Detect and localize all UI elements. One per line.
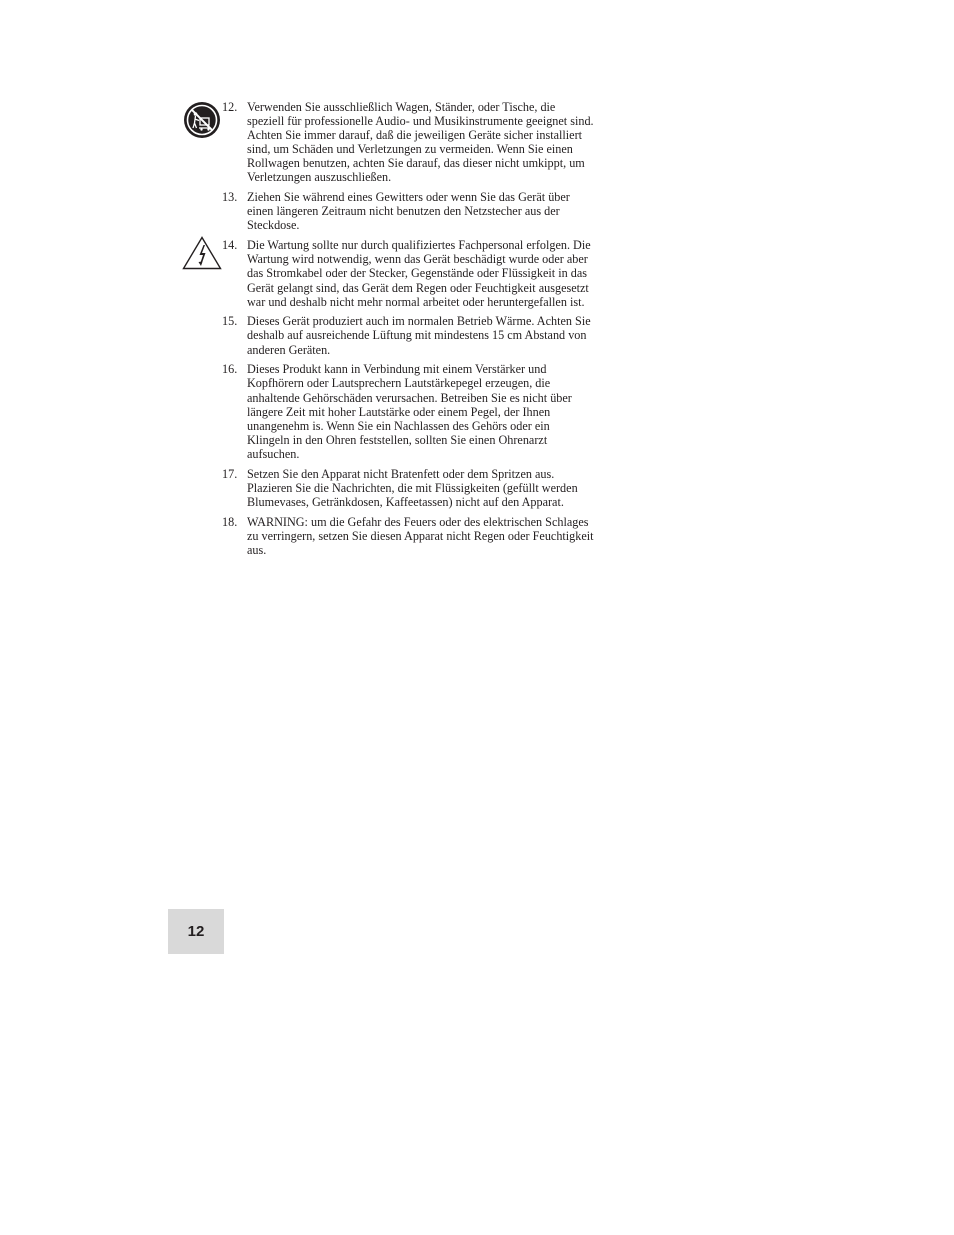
item-number: 16. xyxy=(222,362,238,377)
item-number: 13. xyxy=(222,190,238,205)
electric-shock-warning-icon xyxy=(182,236,222,270)
item-text: Ziehen Sie während eines Gewitters oder wenn Sie das Gerät über einen längeren Zeitraum nicht benutzen den Netzstecher aus der Steckdose. xyxy=(247,190,570,233)
list-item xyxy=(222,362,594,461)
item-number: 17. xyxy=(222,466,238,481)
list-item xyxy=(222,314,594,356)
item-text: Dieses Produkt kann in Verbindung mit einem Verstärker und Kopfhörern oder Lautsprechern Lautstärkepegel erzeugen, die anhaltende Gehörschäden verursachen. Betreiben Sie es nicht über längere Zeit mit hoher Lautstärke oder einem Pegel, der Ihnen unangenehm is. Wenn Sie ein Nachlassen des Gehörs oder ein Klingeln in den Ohren feststellen, sollten Sie einen Ohrenarzt aufsuchen. xyxy=(247,362,572,461)
cart-tip-over-warning-icon xyxy=(183,101,221,139)
page-number-tab xyxy=(168,909,224,954)
item-number: 14. xyxy=(222,238,238,253)
list-item xyxy=(222,515,594,557)
page-number: 12 xyxy=(187,923,205,940)
item-text: Setzen Sie den Apparat nicht Bratenfett oder dem Spritzen aus. Plazieren Sie die Nachrichten, die mit Flüssigkeiten (gefüllt werden Blumevases, Getränkdosen, Kaffeetassen) nicht auf den Apparat. xyxy=(247,466,578,509)
safety-instructions-list xyxy=(222,100,594,563)
item-text: Verwenden Sie ausschließlich Wagen, Ständer, oder Tische, die speziell für professionelle Audio- und Musikinstrumente geeignet sind. Achten Sie immer darauf, daß die jeweiligen Geräte sicher installiert sind, um Schäden und Verletzungen zu vermeiden. Wenn Sie einen Rollwagen benutzen, achten Sie darauf, das dieser nicht umkippt, um Verletzungen auszuschließen. xyxy=(247,100,594,185)
list-item xyxy=(222,100,594,185)
list-item xyxy=(222,190,594,232)
list-item xyxy=(222,467,594,509)
item-number: 12. xyxy=(222,100,238,114)
item-text: Die Wartung sollte nur durch qualifiziertes Fachpersonal erfolgen. Die Wartung wird notwendig, wenn das Gerät beschädigt wurde oder aber das Stromkabel oder der Stecker, Gegenstände oder Flüssigkeit in das Gerät gelangt sind, das Gerät dem Regen oder Feuchtigkeit ausgesetzt war und deshalb nicht mehr normal arbeitet oder heruntergefallen ist. xyxy=(247,238,591,309)
item-number: 15. xyxy=(222,314,238,329)
item-number: 18. xyxy=(222,514,238,529)
item-text: Dieses Gerät produziert auch im normalen Betrieb Wärme. Achten Sie deshalb auf ausreichende Lüftung mit mindestens 15 cm Abstand von anderen Geräten. xyxy=(247,314,591,357)
item-text: WARNING: um die Gefahr des Feuers oder des elektrischen Schlages zu verringern, setzen Sie diesen Apparat nicht Regen oder Feuchtigkeit aus. xyxy=(247,514,594,557)
list-item xyxy=(222,238,594,308)
